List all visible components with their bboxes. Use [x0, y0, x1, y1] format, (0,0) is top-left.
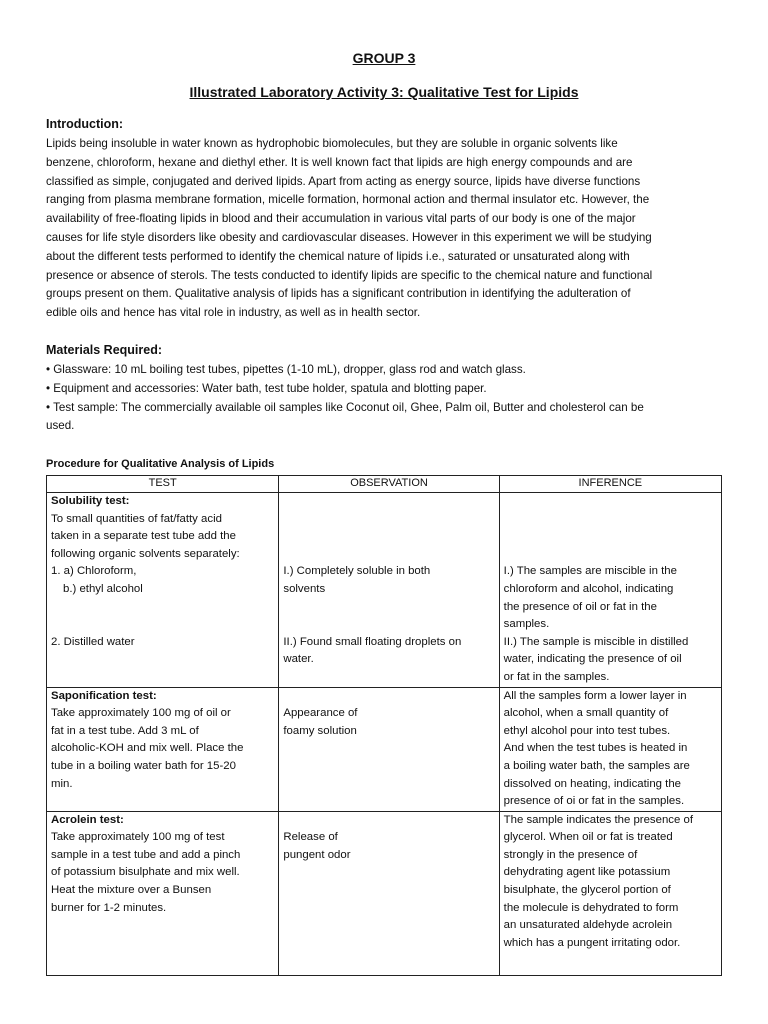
inference-line: ethyl alcohol pour into test tubes. [503, 724, 671, 737]
inference-line: the molecule is dehydrated to form [503, 901, 679, 914]
test-title: Solubility test: [51, 495, 130, 507]
inference-line: samples. [503, 618, 550, 631]
introduction-heading: Introduction: [46, 117, 124, 131]
test-title: Saponification test: [51, 689, 157, 702]
observation-line: foamy solution [283, 724, 357, 737]
observation-line: Appearance of [283, 707, 358, 720]
materials-item: • Glassware: 10 mL boiling test tubes, pipettes (1-10 mL), dropper, glass rod and watch glass. [46, 363, 526, 376]
column-header-inference: INFERENCE [499, 476, 721, 493]
column-header-observation: OBSERVATION [279, 476, 499, 493]
inference-line: dissolved on heating, indicating the [503, 777, 681, 790]
intro-line: presence or absence of sterols. The tests conducted to identify lipids are specific to the chemical nature and functional [46, 268, 653, 282]
observation-cell [279, 493, 499, 688]
inference-line: dehydrating agent like potassium [503, 866, 671, 879]
group-title: GROUP 3 [352, 50, 416, 66]
intro-line: causes for life style disorders like obesity and cardiovascular diseases. However in this experiment we will be studying [46, 230, 652, 244]
inference-line: the presence of oil or fat in the [503, 600, 657, 613]
intro-line: ranging from plasma membrane formation, micelle formation, hormonal action and thermal insulator etc. However, the [46, 193, 650, 207]
intro-line: edible oils and hence has vital role in industry, as well as in health sector. [46, 306, 421, 320]
test-line: taken in a separate test tube add the [51, 530, 236, 543]
inference-line: bisulphate, the glycerol portion of [503, 884, 671, 897]
introduction-paragraph [46, 135, 736, 323]
table-row [47, 687, 722, 811]
test-line: burner for 1-2 minutes. [51, 901, 167, 914]
test-line: Take approximately 100 mg of test [51, 831, 225, 844]
inference-line: alcohol, when a small quantity of [503, 707, 669, 720]
test-line: fat in a test tube. Add 3 mL of [51, 724, 199, 737]
test-line: 1. a) Chloroform, [51, 565, 137, 578]
inference-line: All the samples form a lower layer in [503, 689, 687, 702]
inference-line: or fat in the samples. [503, 670, 610, 683]
intro-line: benzene, chloroform, hexane and diethyl ether. It is well known fact that lipids are high energy compounds and are [46, 155, 633, 169]
table-row [47, 811, 722, 975]
procedure-table [46, 475, 722, 976]
test-line: alcoholic-KOH and mix well. Place the [51, 742, 244, 755]
intro-line: about the different tests performed to identify the chemical nature of lipids i.e., saturated or unsaturated along with [46, 249, 630, 263]
materials-item: used. [46, 419, 75, 433]
inference-line: chloroform and alcohol, indicating [503, 582, 674, 595]
test-title: Acrolein test: [51, 813, 124, 826]
inference-line: II.) The sample is miscible in distilled [503, 635, 689, 648]
observation-line: pungent odor [283, 848, 351, 861]
inference-line: water, indicating the presence of oil [503, 653, 682, 666]
inference-line: strongly in the presence of [503, 848, 638, 861]
inference-line: I.) The samples are miscible in the [503, 565, 677, 578]
intro-line: Lipids being insoluble in water known as hydrophobic biomolecules, but they are soluble in organic solvents like [46, 137, 618, 150]
inference-line: a boiling water bath, the samples are [503, 759, 690, 772]
test-line: following organic solvents separately: [51, 547, 240, 560]
test-line: of potassium bisulphate and mix well. [51, 866, 240, 879]
inference-cell [499, 493, 721, 688]
inference-line: The sample indicates the presence of [503, 813, 693, 826]
test-line: 2. Distilled water [51, 635, 135, 648]
inference-line: an unsaturated aldehyde acrolein [503, 919, 673, 932]
observation-line: II.) Found small floating droplets on [283, 635, 462, 648]
test-line: b.) ethyl alcohol [63, 582, 143, 595]
test-cell [47, 811, 279, 975]
observation-line: water. [283, 653, 314, 666]
procedure-heading: Procedure for Qualitative Analysis of Lipids [46, 458, 275, 470]
inference-line: presence of oi or fat in the samples. [503, 795, 685, 808]
inference-cell [499, 811, 721, 975]
inference-line: And when the test tubes is heated in [503, 742, 688, 755]
intro-line: classified as simple, conjugated and derived lipids. Apart from acting as energy source, lipids have diverse functions [46, 174, 641, 188]
intro-line: availability of free-floating lipids in blood and their accumulation in various vital parts of our body is one of the major [46, 212, 636, 226]
observation-line: I.) Completely soluble in both [283, 565, 431, 578]
table-header-row [47, 476, 722, 493]
materials-heading: Materials Required: [46, 343, 163, 357]
table-row [47, 493, 722, 688]
test-line: Heat the mixture over a Bunsen [51, 884, 212, 897]
inference-line: which has a pungent irritating odor. [503, 936, 681, 949]
intro-line: groups present on them. Qualitative analysis of lipids has a significant contribution in identifying the adulteration of [46, 287, 631, 301]
column-header-test: TEST [47, 476, 279, 493]
activity-title: Illustrated Laboratory Activity 3: Qualitative Test for Lipids [189, 84, 579, 100]
test-cell [47, 493, 279, 688]
observation-line: solvents [283, 582, 326, 595]
materials-item: • Equipment and accessories: Water bath, test tube holder, spatula and blotting paper. [46, 381, 487, 395]
test-line: min. [51, 777, 73, 790]
materials-item: • Test sample: The commercially available oil samples like Coconut oil, Ghee, Palm oil, Butter and cholesterol can be [46, 400, 644, 414]
test-line: To small quantities of fat/fatty acid [51, 512, 222, 525]
test-line: Take approximately 100 mg of oil or [51, 707, 231, 720]
materials-list [46, 361, 736, 436]
observation-line: Release of [283, 831, 338, 844]
observation-cell [279, 687, 499, 811]
test-cell [47, 687, 279, 811]
test-line: sample in a test tube and add a pinch [51, 848, 241, 861]
inference-cell [499, 687, 721, 811]
observation-cell [279, 811, 499, 975]
test-line: tube in a boiling water bath for 15-20 [51, 759, 236, 772]
inference-line: glycerol. When oil or fat is treated [503, 831, 673, 844]
